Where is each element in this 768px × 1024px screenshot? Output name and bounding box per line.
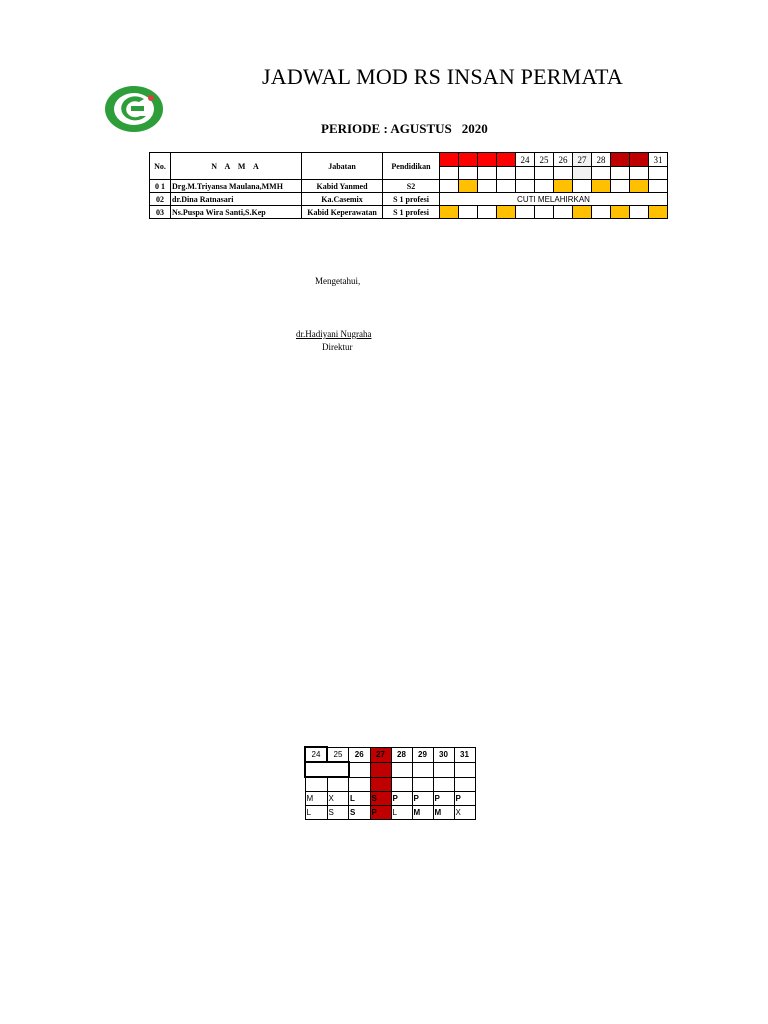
mini-shift-cell: S	[370, 792, 391, 806]
row-no: 02	[150, 193, 171, 206]
table-row	[150, 206, 668, 219]
director-name: dr.Hadiyani Nugraha	[296, 329, 372, 339]
day-cell	[630, 206, 649, 219]
mini-shift-cell: P	[370, 806, 391, 820]
mini-cell	[433, 777, 454, 792]
mini-cell	[391, 777, 412, 792]
day-cell	[459, 206, 478, 219]
day-cell	[497, 180, 516, 193]
duty-cell	[630, 180, 649, 193]
mini-day-header: 25	[327, 747, 349, 762]
row-nama: Drg.M.Triyansa Maulana,MMH	[171, 180, 302, 193]
duty-cell	[573, 206, 592, 219]
mini-shift-cell: L	[305, 806, 327, 820]
mini-day-header: 26	[349, 747, 371, 762]
header-no: No.	[150, 153, 171, 180]
day-cell	[440, 180, 459, 193]
mini-cell	[454, 762, 475, 777]
row-nama: dr.Dina Ratnasari	[171, 193, 302, 206]
day-cell	[478, 180, 497, 193]
mini-shift-cell: S	[349, 806, 371, 820]
mini-shift-cell: P	[433, 792, 454, 806]
hospital-logo	[104, 84, 164, 134]
day-header: 24	[516, 153, 535, 167]
day-header: 30	[630, 153, 649, 167]
day-cell	[516, 206, 535, 219]
header-nama: N A M A	[171, 153, 302, 180]
day-header: 23	[497, 153, 516, 167]
day-cell	[573, 180, 592, 193]
day-cell	[497, 167, 516, 180]
mini-shift-cell: X	[454, 806, 475, 820]
mini-shift-cell: M	[433, 806, 454, 820]
mini-cell	[454, 777, 475, 792]
mini-cell	[327, 777, 349, 792]
header-jabatan: Jabatan	[302, 153, 383, 180]
director-role: Direktur	[322, 342, 353, 352]
row-jabatan: Kabid Keperawatan	[302, 206, 383, 219]
mini-shift-cell: L	[391, 806, 412, 820]
header-pendidikan: Pendidikan	[383, 153, 440, 180]
duty-cell	[611, 206, 630, 219]
mini-day-header: 28	[391, 747, 412, 762]
mini-day-header: 31	[454, 747, 475, 762]
mini-schedule-table	[304, 746, 476, 820]
day-cell	[554, 206, 573, 219]
day-cell	[649, 167, 668, 180]
mini-cell	[305, 777, 327, 792]
row-pendidikan: S2	[383, 180, 440, 193]
mini-shift-cell: S	[327, 806, 349, 820]
mini-cell	[412, 777, 433, 792]
day-header: 21	[459, 153, 478, 167]
duty-cell	[649, 206, 668, 219]
day-header: 31	[649, 153, 668, 167]
day-cell	[592, 167, 611, 180]
row-pendidikan: S 1 profesi	[383, 193, 440, 206]
day-header: 28	[592, 153, 611, 167]
row-no: 03	[150, 206, 171, 219]
day-cell	[478, 206, 497, 219]
day-header: 26	[554, 153, 573, 167]
mini-day-header: 24	[305, 747, 327, 762]
day-cell	[478, 167, 497, 180]
mini-shift-cell: M	[305, 792, 327, 806]
mini-cell	[349, 762, 371, 777]
day-cell	[611, 167, 630, 180]
day-cell	[440, 167, 459, 180]
mini-day-header: 30	[433, 747, 454, 762]
duty-cell	[592, 180, 611, 193]
day-cell	[592, 206, 611, 219]
day-header: 27	[573, 153, 592, 167]
day-cell	[573, 167, 592, 180]
row-nama: Ns.Puspa Wira Santi,S.Kep	[171, 206, 302, 219]
mini-day-header: 27	[370, 747, 391, 762]
schedule-table	[149, 152, 668, 219]
day-cell	[535, 180, 554, 193]
day-cell	[649, 180, 668, 193]
mini-day-header: 29	[412, 747, 433, 762]
day-cell	[611, 180, 630, 193]
day-header: 22	[478, 153, 497, 167]
row-jabatan: Ka.Casemix	[302, 193, 383, 206]
mini-shift-cell: M	[412, 806, 433, 820]
day-cell	[535, 167, 554, 180]
day-cell	[516, 180, 535, 193]
day-header: 25	[535, 153, 554, 167]
mini-shift-cell: P	[412, 792, 433, 806]
mini-cell	[433, 762, 454, 777]
mini-shift-cell: P	[454, 792, 475, 806]
table-row	[150, 193, 668, 206]
day-cell	[459, 167, 478, 180]
mini-shift-cell: P	[391, 792, 412, 806]
mini-cell	[370, 777, 391, 792]
row-pendidikan: S 1 profesi	[383, 206, 440, 219]
duty-cell	[459, 180, 478, 193]
duty-cell	[497, 206, 516, 219]
day-cell	[630, 167, 649, 180]
document-title: JADWAL MOD RS INSAN PERMATA	[262, 64, 623, 89]
mini-cell	[305, 762, 349, 777]
mini-cell	[370, 762, 391, 777]
periode-heading	[321, 121, 488, 137]
periode-label: PERIODE : AGUSTUS	[321, 121, 452, 136]
mini-cell	[412, 762, 433, 777]
row-jabatan: Kabid Yanmed	[302, 180, 383, 193]
day-cell	[554, 167, 573, 180]
row-no: 0 1	[150, 180, 171, 193]
day-cell	[535, 206, 554, 219]
mini-shift-cell: L	[349, 792, 371, 806]
duty-cell	[440, 206, 459, 219]
acknowledged-label: Mengetahui,	[315, 276, 361, 286]
day-cell	[516, 167, 535, 180]
leave-note: CUTI MELAHIRKAN	[440, 193, 668, 206]
day-header: 29	[611, 153, 630, 167]
mini-cell	[349, 777, 371, 792]
mini-cell	[391, 762, 412, 777]
periode-year: 2020	[461, 121, 488, 136]
table-row	[150, 180, 668, 193]
day-header: 20	[440, 153, 459, 167]
duty-cell	[554, 180, 573, 193]
mini-shift-cell: X	[327, 792, 349, 806]
